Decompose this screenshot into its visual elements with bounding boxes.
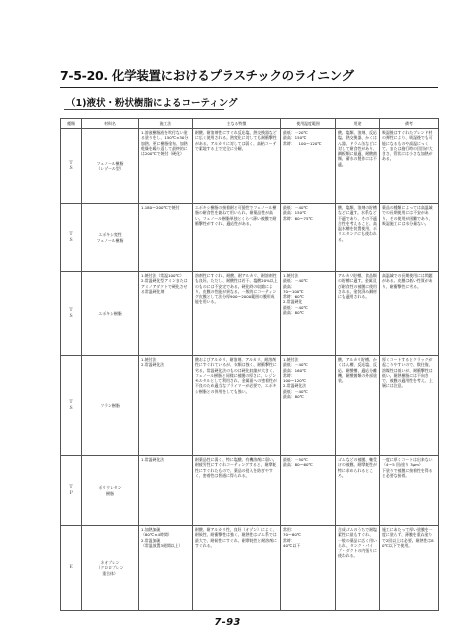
table-row: [61, 272, 439, 356]
temperature-cell: 1.焼付法 最低：－40℃ 最高：160℃ 常時： 100～120℃ 2.常温硬化法 最低：－40℃ 最高：80℃: [281, 356, 336, 456]
uses-cell: ゴムなどの被膜、軸受けの被膜、耐摩耗性が特に求められるところ。: [336, 456, 380, 526]
notes-cell: 薬品の種類によっては高温域での長期使用には不安があり、その使用が困難であり、吸湿施工には水分量ない。: [380, 204, 439, 272]
features-cell: 耐酸、耐アルカリ性、良好（オゾン）によく、耐候性、耐衝撃性は強く、耐熱性はゴム系では最大で、耐候性にすぐれ、耐摩耗性と耐溶剤にすぐれる。: [193, 526, 281, 611]
col-header-temperature: 使用温度範囲: [281, 119, 336, 129]
notes-cell: 厚くコートするとクラックが起こりやすいので、数往復、溶媒性は低いが、耐衝撃性は低い。耐熱樹脂には不向きで、被膜の適用性を考え、上層には注意。: [380, 356, 439, 456]
uses-cell: アルカリ貯槽、食品類の貯槽に適す。金属及び耐食性の被膜に使用される。塗装済み鋼材にも適用される。: [336, 272, 380, 356]
type-cell: Ｔ Ｓ: [61, 272, 82, 356]
subtitle-underline: [64, 109, 224, 110]
temperature-cell: 最低：－40℃ 最高：150℃ 常時：60～75℃: [281, 204, 336, 272]
type-cell: Ｔ Ｓ: [61, 356, 82, 456]
col-header-type: 種類: [61, 119, 82, 129]
temperature-cell: 最低：－50℃ 最高：80～60℃: [281, 456, 336, 526]
notes-cell: 施工にあたって厚い塗膜を一度に塗らず、薄膜を重ね塗りで2回以上は必要。耐熱性は80℃以下で使用。: [380, 526, 439, 611]
material-cell: ポリウレタン 樹脂: [82, 456, 139, 526]
table-row: [61, 526, 439, 611]
table-row: [61, 204, 439, 272]
table-header-row: [61, 119, 439, 129]
material-cell: ネオプレン （クロロプレン 重合体）: [82, 526, 139, 611]
col-header-features: 主なる特徴: [193, 119, 281, 129]
table-row: [61, 456, 439, 526]
uses-cell: 酸、塩類、溶剤の貯槽などに適す。水系など不適であり、その不適合性を考えること、高温水槽を装置使用、ポリエタンクにも使われる。: [336, 204, 380, 272]
type-cell: Ｔ Ｐ: [61, 456, 82, 526]
method-cell: 1.180～200℃で焼付: [139, 204, 193, 272]
features-cell: エポキシ樹脂の接着耐と可撓性でフェノール樹脂の耐食性を兼ねて用いられ、耐薬品性が高い。フェノール樹脂単独とくらべ薄い被膜で耐衝撃性がすぐれ、適応性がある。: [193, 204, 281, 272]
col-header-uses: 用途: [336, 119, 380, 129]
subsection-title: （1)液状・粉状樹脂によるコーティング: [66, 98, 238, 109]
temperature-cell: 最低：－20℃ 最高：150℃ 常時： 100～120℃: [281, 129, 336, 204]
title-underline: [60, 87, 438, 88]
col-header-notes: 備考: [380, 119, 439, 129]
type-cell: Ｔ Ｓ: [61, 204, 82, 272]
material-cell: エポキシ変性 フェノール樹脂: [82, 204, 139, 272]
lining-table: [60, 118, 439, 611]
notes-cell: 吸湿後はすぐれたブレンド材の弾性により、吸湿後でも可能になるものや高温にっくて、または施行時の団団が大きさ、管状には小さな加熱がある。: [380, 129, 439, 204]
material-cell: フラン樹脂: [82, 356, 139, 456]
method-cell: 1.常温硬化法: [139, 456, 193, 526]
material-cell: エポキシ樹脂: [82, 272, 139, 356]
uses-cell: 酸、塩類、溶剤、反応塩、熱交換器、かくはん器、ドラム缶などに対して耐食性があり、鋼板類に最適、耐酸菌類、蓄水の製作には不適。: [336, 129, 380, 204]
temperature-cell: 常用： 70～80℃ 常時： 40℃以下: [281, 526, 336, 611]
material-cell: フェノール樹脂 （レゾール型）: [82, 129, 139, 204]
type-cell: Ｅ: [61, 526, 82, 611]
method-cell: 1.溶液樹脂液を吹付ない塗る塗りをし、150℃×30分加熱、更に樹脂塗布、加熱乾燥を繰り返して最終的には200℃で焼付（硬化）: [139, 129, 193, 204]
table-row: [61, 129, 439, 204]
features-cell: 酸およびアルカリ、耐溶剤、アルカリ、耐溶剤性にすぐれているが、衣類は強く、耐衝撃性に劣る。常温硬化法のものは硬化収縮が大きく、フェノール樹脂と同様に被膜の厚さに、レジンモルタルとして利用され、金属面への密着性が不良のため適当なプライマーが必要で、エポキシ樹脂との併用をしても強い。: [193, 356, 281, 456]
method-cell: 1.加熱加硫 （80℃×4時間） 2.常温加硫 （常温放置3週間以上）: [139, 526, 193, 611]
col-header-method: 施工法: [139, 119, 193, 129]
table-row: [61, 356, 439, 456]
uses-cell: 酸、アルカリ貯槽、かくはん槽、反応塩、反応、耐酸槽、適応分離機、耐酸菌類の外部塗装。: [336, 356, 380, 456]
notes-cell: 一度に厚くコートは出来ない （4～5 回/塗り 3μm） 下塗りで被膜に接着性を得ると必要な接着。: [380, 456, 439, 526]
col-header-material: 材料名: [82, 119, 139, 129]
type-cell: Ｔ Ｓ: [61, 129, 82, 204]
features-cell: 耐薬品性に弱く、特に塩酸、有機溶剤に弱い。耐疲労性にすぐれコーティングすると、耐摩耗性にすぐれたもので、薬品の侵入を防ぎやすく、密着性は普通に得られる。: [193, 456, 281, 526]
features-cell: 耐酸、耐溶剤性にすぐれ反応塩、熱交換器などに広く使用される。熱変化に対しても耐衝撃性がある。アルカリに対しては弱く、高粘コーテで素地する上で完全に分解。: [193, 129, 281, 204]
page-number: 7-93: [214, 617, 241, 628]
method-cell: 1.焼付法（常温100℃） 2.常温硬化型アミンまたはアミノアダクトで硬化させる常温硬化剤: [139, 272, 193, 356]
uses-cell: 合成ゴムのうちで耐塩素性に最もすぐれ、一般の薬品に広く用いられ、タンク・パイプ・ダクトの内張りに使われる。: [336, 526, 380, 611]
notes-cell: 高温域での長期使用には問題がある。皮膜は低い性質があり、耐衝撃性に劣る。: [380, 272, 439, 356]
temperature-cell: 1.焼付法 最低：－40℃ 最高： 70～100℃ 常時：60℃ 2.常温硬化 最低：－40℃ 最高：80℃: [281, 272, 336, 356]
method-cell: 1.焼付法 2.常温硬化法: [139, 356, 193, 456]
features-cell: 溶剤性にすぐれ、耐酸、耐アルカリ、耐溶剤性も良好。ただし、耐酸性は若干、塩酸20%以上のものには不安定である。硬化時の収縮により、皮膜の性能が異なる。一般的にコーティング皮膜として法分厚900～2000範囲の膜形成能を用いる。: [193, 272, 281, 356]
section-title: 7-5-20. 化学装置におけるプラスチックのライニング: [60, 68, 354, 83]
